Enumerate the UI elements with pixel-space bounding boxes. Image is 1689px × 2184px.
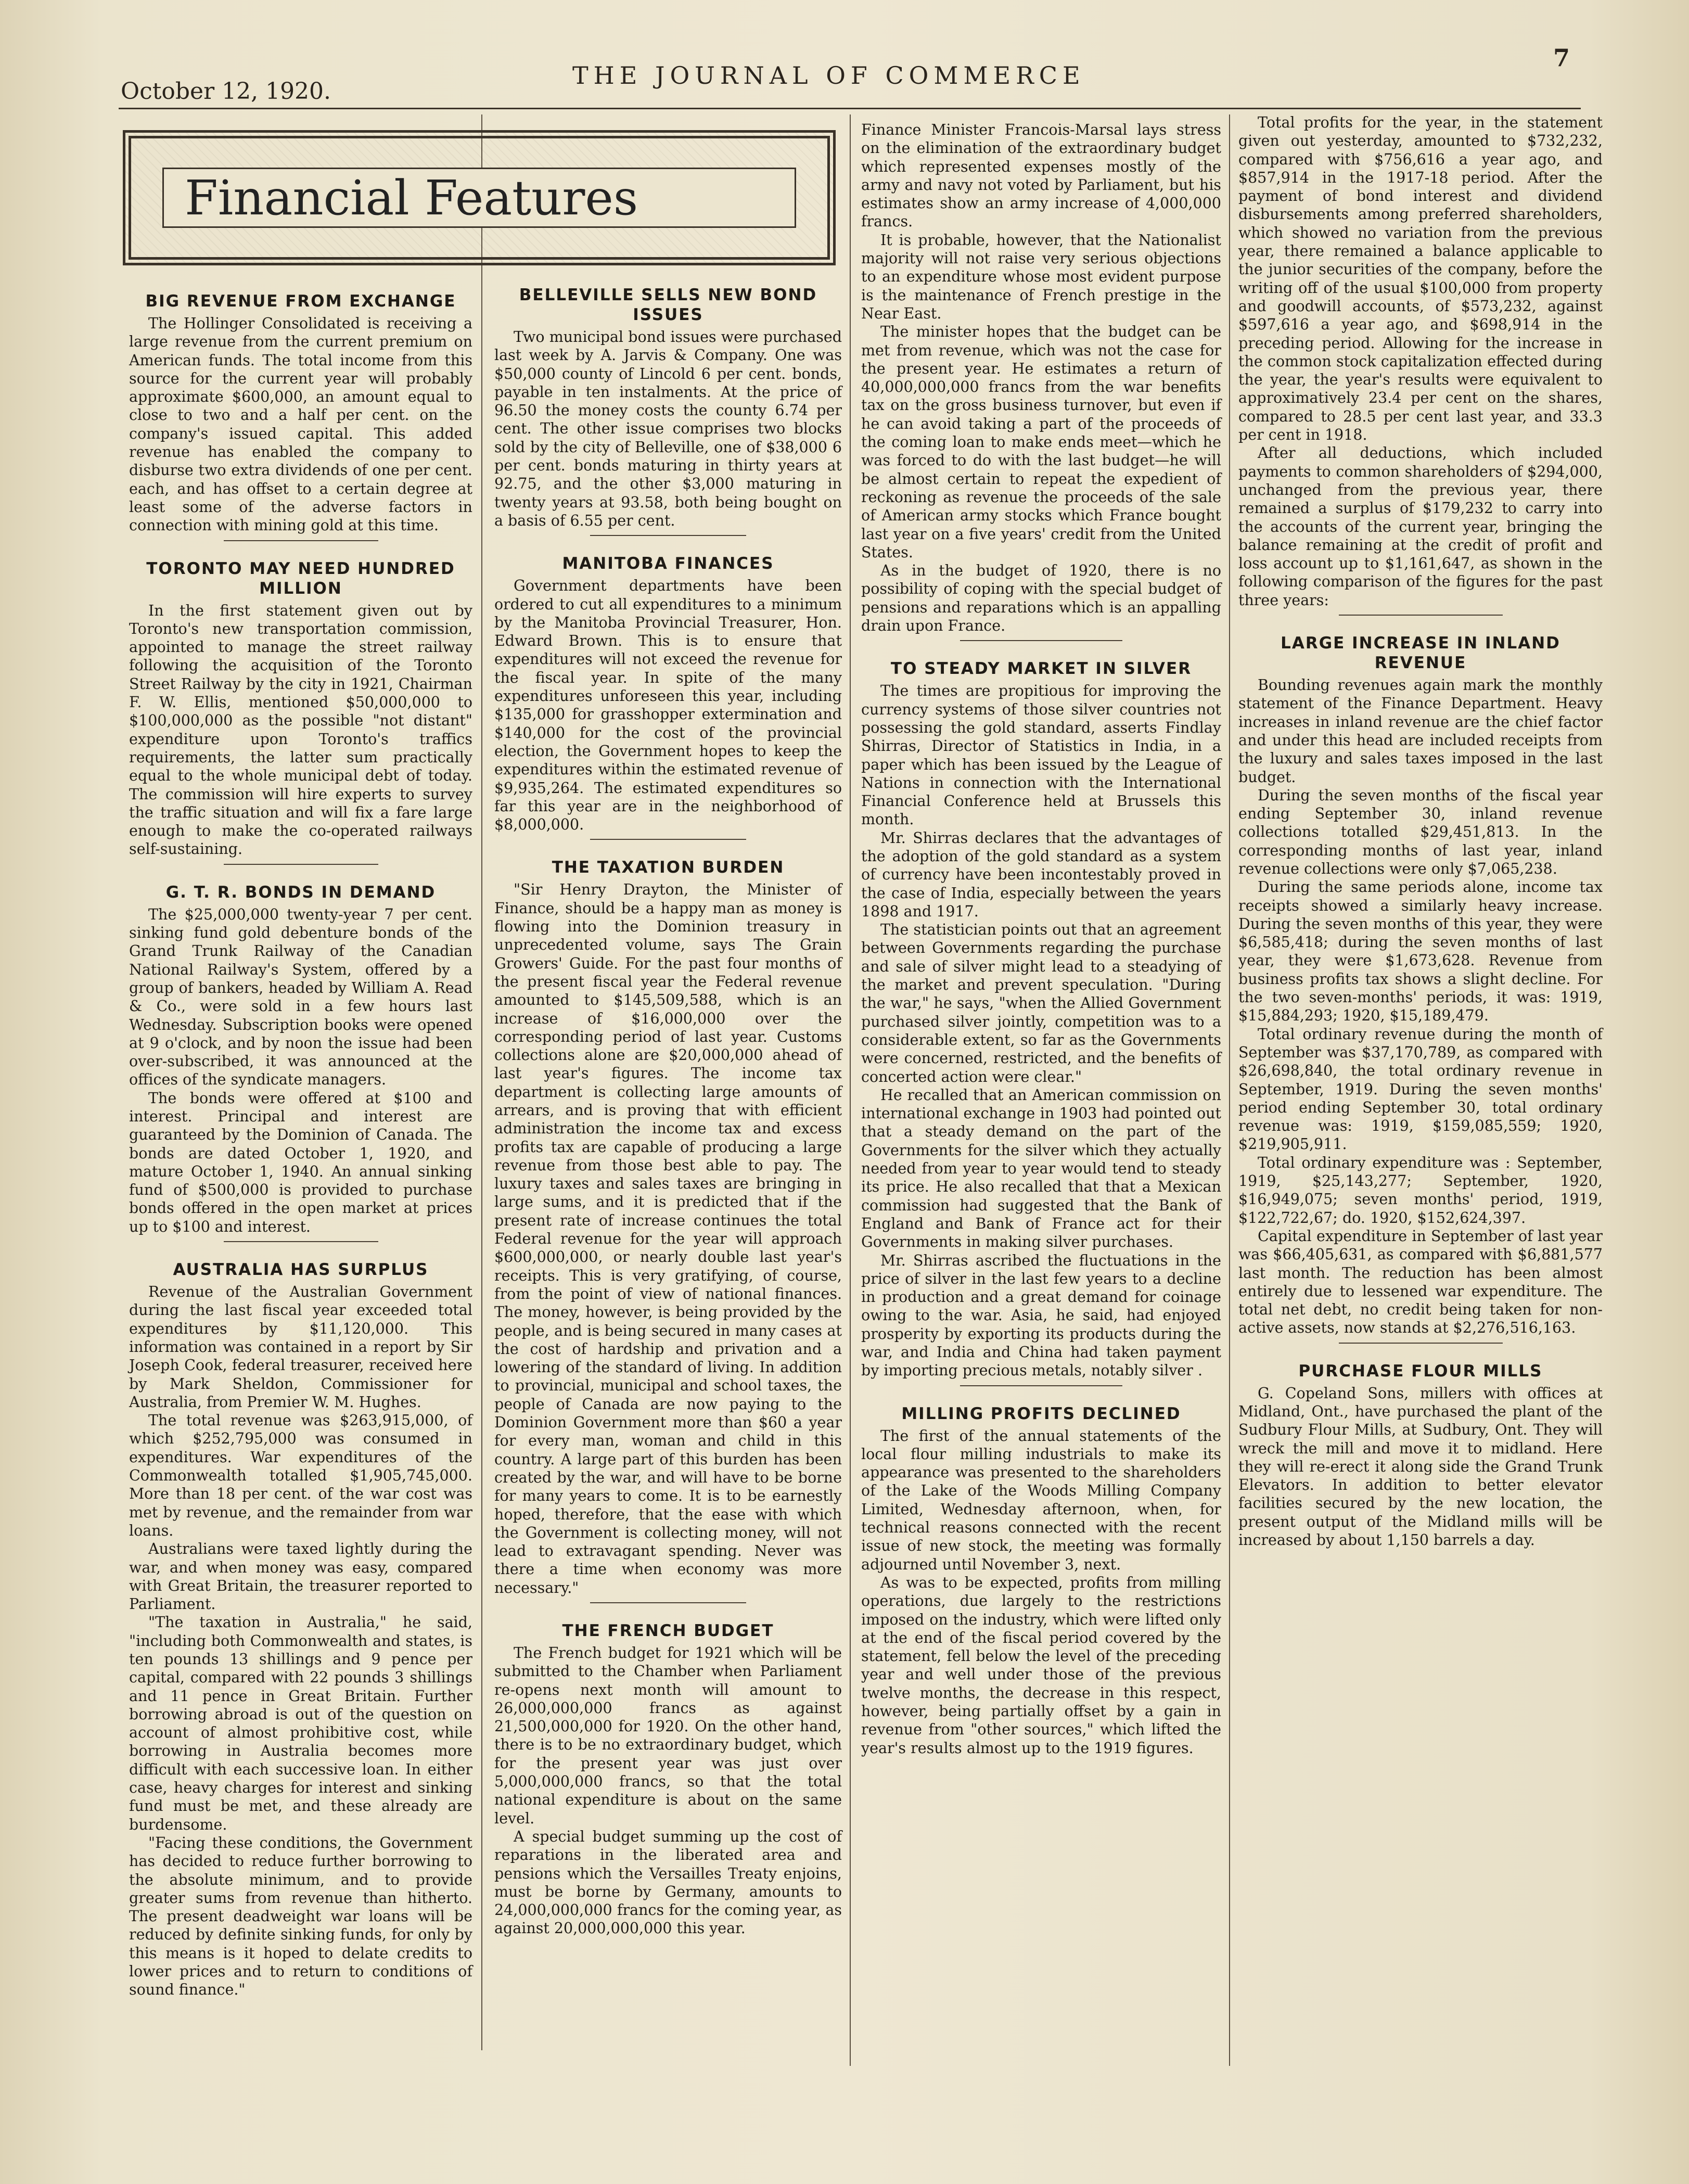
article-separator: [590, 535, 747, 536]
article-belleville: [494, 285, 842, 530]
paragraph: The $25,000,000 twenty-year 7 per cent. sinking fund gold debenture bonds of the Grand Trunk Railway of the Canadian National Railway's System, offered by a group of bankers, headed by William A. Read & Co., were sold in a few hours last Wednesday. Subscription books were opened at 9 o'clock, and by noon the issue had been over-subscribed, it was announced at the offices of the syndicate managers.: [129, 905, 472, 1089]
headline: TORONTO MAY NEED HUNDRED MILLION: [146, 559, 455, 598]
headline: MANITOBA FINANCES: [562, 554, 774, 573]
paragraph: He recalled that an American commission on international exchange in 1903 had pointed out that a steady demand on the part of the Governments for the silver which they actually needed from year to year would tend to steady its price. He also recalled that that a Mexican commission had suggested that the Bank of England and Bank of France act for their Governments in making silver purchases.: [861, 1086, 1221, 1251]
paragraph: As in the budget of 1920, there is no possibility of coping with the special budget of pensions and reparations which is an appalling drain upon France.: [861, 562, 1221, 635]
paragraph: The French budget for 1921 which will be submitted to the Chamber when Parliament re-opens next month will amount to 26,000,000,000 francs as against 21,500,000,000 for 1920. On the other hand, there is to be no extraordinary budget, which for the present year was just over 5,000,000,000 francs, so that the total national expenditure is about on the same level.: [494, 1644, 842, 1827]
column-3: [861, 121, 1221, 1757]
article-inland-revenue: [1238, 633, 1603, 1337]
headline: BIG REVENUE FROM EXCHANGE: [145, 292, 456, 311]
paragraph: Capital expenditure in September of last year was $66,405,631, as compared with $6,881,577 last month. The reduction has been almost entirely due to lessened war expenditure. The total net debt, no credit being taken for non-active assets, now stands at $2,276,516,163.: [1238, 1227, 1603, 1337]
banner-panel: [162, 168, 796, 228]
paragraph: The first of the annual statements of the local flour milling industrials to make its appearance was presented to the shareholders of the Lake of the Woods Milling Company Limited, Wednesday afternoon, when, for technical reasons connected with the recent issue of new stock, the meeting was formally adjourned until November 3, next.: [861, 1427, 1221, 1573]
article-taxation: [494, 858, 842, 1597]
article-gtr-bonds: [129, 883, 472, 1236]
article-separator: [224, 1241, 378, 1242]
article-milling-continued: [1238, 113, 1603, 609]
paragraph: In the first statement given out by Toronto's new transportation commission, appointed to manage the street railway following the acquisition of the Toronto Street Railway by the city in 1921, Chairman F. W. Ellis, mentioned $50,000,000 to $100,000,000 as the possible "not distant" expenditure upon Toronto's traffics requirements, the latter sum practically equal to the whole municipal debt of today. The commission will hire experts to survey the traffic situation and will fix a fare large enough to make the co-operated railways self-sustaining.: [129, 602, 472, 858]
article-separator: [1339, 615, 1503, 616]
paragraph: The Hollinger Consolidated is receiving a large revenue from the current premium on American funds. The total income from this source for the current year will probably approximate $600,000, an amount equal to close to two and a half per cent. on the company's issued capital. This added revenue has enabled the company to disburse two extra dividends of one per cent. each, and has offset to a certain degree at least some of the adverse factors in connection with mining gold at this time.: [129, 315, 472, 534]
column-2: [494, 285, 842, 1938]
issue-date: October 12, 1920.: [121, 78, 331, 105]
headline: THE TAXATION BURDEN: [552, 858, 785, 877]
paragraph: After all deductions, which included payments to common shareholders of $294,000, unchanged from the previous year, there remained a surplus of $179,232 to carry into the accounts of the current year, bringing the balance remaining at the credit of profit and loss account up to $1,161,647, as shown in the following comparison of the figures for the past three years:: [1238, 444, 1603, 609]
paragraph: Total profits for the year, in the statement given out yesterday, amounted to $732,232, compared with $756,616 a year ago, and $857,914 in the 1917-18 period. After the payment of bond interest and dividend disbursements among preferred shareholders, which showed no variation from the previous year, there remained a balance applicable to the junior securities of the company, before the writing off of the usual $100,000 from property and goodwill accounts, of $573,232, against $597,616 a year ago, and $698,914 in the preceding period. Allowing for the increase in the common stock capitalization effected during the year, the year's results were equivalent to approximatively 23.4 per cent on the shares, compared to 28.5 per cent last year, and 33.3 per cent in 1918.: [1238, 114, 1603, 444]
column-1: [129, 291, 472, 1999]
paragraph: Australians were taxed lightly during the war, and when money was easy, compared with Great Britain, the treasurer reported to Parliament.: [129, 1540, 472, 1613]
headline: THE FRENCH BUDGET: [562, 1621, 774, 1640]
headline: LARGE INCREASE IN INLAND REVENUE: [1281, 634, 1560, 673]
article-separator: [590, 1602, 747, 1603]
paragraph: During the seven months of the fiscal year ending September 30, inland revenue collections totalled $29,451,813. In the corresponding months of last year, inland revenue collections were only $7,065,238.: [1238, 786, 1603, 877]
column-4: [1238, 113, 1603, 1549]
paragraph: The minister hopes that the budget can be met from revenue, which was not the case for the present year. He estimates a return of 40,000,000,000 francs from the war benefits tax on the gross business turnover, but even if he can avoid taking a part of the proceeds of the coming loan to make ends meet—which he was forced to do with the last budget—he will be almost certain to repeat the expedient of reckoning as revenue the proceeds of the sale of American army stocks which France bought last year on a five years' credit from the United States.: [861, 323, 1221, 561]
paragraph: G. Copeland Sons, millers with offices at Midland, Ont., have purchased the plant of the Sudbury Flour Mills, at Sudbury, Ont. They will wreck the mill and move it to midland. Here they will re-erect it along side the Grand Trunk Elevators. In addition to better elevator facilities secured by the new location, the present output of the Midland mills will be increased by about 1,150 barrels a day.: [1238, 1384, 1603, 1549]
paragraph: Two municipal bond issues were purchased last week by A. Jarvis & Company. One was $50,000 county of Lincold 6 per cent. bonds, payable in ten instalments. At the price of 96.50 the money costs the county 6.74 per cent. The other issue comprises two blocks sold by the city of Belleville, one of $38,000 6 per cent. bonds maturing in thirty years at 92.75, and the other $3,000 maturing in twenty years at 93.58, both being bought on a basis of 6.55 per cent.: [494, 328, 842, 529]
journal-title: THE JOURNAL OF COMMERCE: [572, 61, 1085, 90]
paragraph: "Sir Henry Drayton, the Minister of Finance, should be a happy man as money is flowing into the Dominion treasury in unprecedented volume, says The Grain Growers' Guide. For the past four months of the present fiscal year the Federal revenue amounted to $145,509,588, which is an increase of $16,000,000 over the corresponding period of last year. Customs collections alone are $20,000,000 ahead of last year's figures. The income tax department is collecting large amounts of arrears, and is proving that with efficient administration the income tax and excess profits tax are capable of producing a large revenue from those best able to pay. The luxury taxes and sales taxes are bringing in large sums, and it is predicted that if the present rate of increase continues the total Federal revenue for the year will approach $600,000,000, or nearly double last year's receipts. This is very gratifying, of course, from the point of view of national finances. The money, however, is being provided by the people, and is being secured in many cases at the cost of hardship and privation and a lowering of the standard of living. In addition to provincial, municipal and school taxes, the people of Canada are now paying to the Dominion Government more than $60 a year for every man, woman and child in this country. A large part of this burden has been created by the war, and will have to be borne for many years to come. It is to be earnestly hoped, therefore, that the ease with which the Government is collecting money, will not lead to extravagant spending. Never was there a time when economy was more necessary.": [494, 881, 842, 1597]
article-flour-mills: [1238, 1361, 1603, 1550]
paragraph: Government departments have been ordered to cut all expenditures to a minimum by the Manitoba Provincial Treasurer, Hon. Edward Brown. This is to ensure that expenditures will not exceed the revenue for the fiscal year. In spite of the many expenditures unforeseen this year, including $135,000 for grasshopper extermination and $140,000 for the cost of the provincial election, the Government hopes to keep the expenditures within the estimated revenue of $9,935,264. The estimated expenditures so far this year are in the neighborhood of $8,000,000.: [494, 577, 842, 834]
paragraph: Bounding revenues again mark the monthly statement of the Finance Department. Heavy increases in inland revenue are the chief factor and under this head are included receipts from the luxury and sales taxes imposed in the last budget.: [1238, 676, 1603, 786]
headline: TO STEADY MARKET IN SILVER: [890, 659, 1192, 679]
paragraph: Total ordinary revenue during the month of September was $37,170,789, as compared with $26,698,840, the total ordinary revenue in September, 1919. During the seven months' period ending September 30, total ordinary revenue was: 1919, $159,085,559; 1920, $219,905,911.: [1238, 1025, 1603, 1153]
paragraph: "Facing these conditions, the Government has decided to reduce further borrowing to the absolute minimum, and to provide greater sums from revenue than hitherto. The present deadweight war loans will be reduced by definite sinking funds, for only by this means is it hoped to delate credits to lower prices and to return to conditions of sound finance.": [129, 1834, 472, 1999]
column-divider: [1229, 114, 1230, 2066]
article-manitoba: [494, 554, 842, 834]
paragraph: Mr. Shirras ascribed the fluctuations in the price of silver in the last few years to a decline in production and a great demand for coinage owing to the war. Asia, he said, had enjoyed prosperity by exporting its products during the war, and India and China had taken payment by importing precious metals, notably silver .: [861, 1251, 1221, 1380]
paragraph: The statistician points out that an agreement between Governments regarding the purchase and sale of silver might lead to a steadying of the market and prevent speculation. "During the war," he says, "when the Allied Government purchased silver jointly, competition was to a considerable extent, so far as the Governments were concerned, restricted, and the benefits of concerted action were clear.": [861, 921, 1221, 1085]
article-french-budget-continued: [861, 121, 1221, 635]
paragraph: During the same periods alone, income tax receipts showed a similarly heavy increase. During the seven months of this year, they were $6,585,418; during the seven months of last year, they were $1,673,628. Revenue from business profits tax shows a slight decline. For the two seven-months' periods, it was: 1919, $15,884,293; 1920, $15,189,479.: [1238, 878, 1603, 1025]
paragraph: The total revenue was $263,915,000, of which $252,795,000 was consumed in expenditures. War expenditures of the Commonwealth totalled $1,905,745,000. More than 18 per cent. of the war cost was met by revenue, and the remainder from war loans.: [129, 1412, 472, 1539]
headline: BELLEVILLE SELLS NEW BOND ISSUES: [519, 286, 817, 324]
paragraph: As was to be expected, profits from milling operations, due largely to the restrictions imposed on the industry, which were lifted only at the end of the fiscal period covered by the statement, fell below the level of the preceding year and well under those of the previous twelve months, the decrease in this respect, however, being partially offset by a gain in revenue from "other sources," which lifted the year's results almost up to the 1919 figures.: [861, 1574, 1221, 1757]
headline: MILLING PROFITS DECLINED: [901, 1404, 1181, 1423]
paragraph: The bonds were offered at $100 and interest. Principal and interest are guaranteed by the Dominion of Canada. The bonds are dated October 1, 1920, and mature October 1, 1940. An annual sinking fund of $500,000 is provided to purchase bonds offered in the open market at prices up to $100 and interest.: [129, 1089, 472, 1235]
headline: AUSTRALIA HAS SURPLUS: [173, 1260, 429, 1280]
column-divider: [481, 114, 482, 2050]
article-separator: [960, 640, 1122, 641]
article-silver: [861, 659, 1221, 1380]
article-separator: [224, 864, 378, 865]
article-milling: [861, 1404, 1221, 1757]
paragraph: A special budget summing up the cost of reparations in the liberated area and pensions which the Versailles Treaty enjoins, must be borne by Germany, amounts to 24,000,000,000 francs for the coming year, as against 20,000,000,000 this year.: [494, 1828, 842, 1937]
paragraph: Mr. Shirras declares that the advantages of the adoption of the gold standard as a system of currency have been incontestably proved in the case of India, especially between the years 1898 and 1917.: [861, 829, 1221, 920]
header-rule: [119, 108, 1581, 109]
headline: PURCHASE FLOUR MILLS: [1298, 1361, 1543, 1381]
article-separator: [224, 540, 378, 541]
page-number: 7: [1553, 44, 1570, 72]
article-australia: [129, 1260, 472, 1999]
paragraph: Finance Minister Francois-Marsal lays stress on the elimination of the extraordinary budget which represented expenses mostly of the army and navy not voted by Parliament, but his estimates show an army increase of 4,000,000 francs.: [861, 121, 1221, 231]
article-separator: [960, 1385, 1122, 1386]
headline: G. T. R. BONDS IN DEMAND: [165, 883, 436, 902]
article-french-budget: [494, 1621, 842, 1938]
article-big-revenue: [129, 291, 472, 535]
financial-features-banner: [123, 130, 836, 265]
paragraph: Revenue of the Australian Government during the last fiscal year exceeded total expenditures by $11,120,000. This information was contained in a report by Sir Joseph Cook, federal treasurer, received here by Mark Sheldon, Commissioner for Australia, from Premier W. M. Hughes.: [129, 1283, 472, 1411]
paragraph: "The taxation in Australia," he said, "including both Commonwealth and states, is ten pounds 13 shillings and 9 pence per capital, compared with 22 pounds 3 shillings and 11 pence in Great Britain. Further borrowing abroad is out of the question on account of almost prohibitive cost, while borrowing in Australia becomes more difficult with each successive loan. In either case, heavy charges for interest and sinking fund must be met, and these already are burdensome.: [129, 1614, 472, 1833]
column-divider: [850, 114, 851, 2066]
paragraph: Total ordinary expenditure was : September, 1919, $25,143,277; September, 1920, $16,949,075; seven months' period, 1919, $122,722,67; do. 1920, $152,624,397.: [1238, 1154, 1603, 1227]
article-separator: [590, 839, 747, 840]
paragraph: The times are propitious for improving the currency systems of those silver countries not possessing the gold standard, asserts Findlay Shirras, Director of Statistics in India, in a paper which has been issued by the League of Nations in connection with the International Financial Conference held at Brussels this month.: [861, 682, 1221, 828]
article-toronto: [129, 559, 472, 859]
article-separator: [1339, 1343, 1503, 1344]
paragraph: It is probable, however, that the Nationalist majority will not raise very serious objections to an expenditure whose most evident purpose is the maintenance of French prestige in the Near East.: [861, 231, 1221, 322]
banner-title: Financial Features: [185, 170, 638, 226]
